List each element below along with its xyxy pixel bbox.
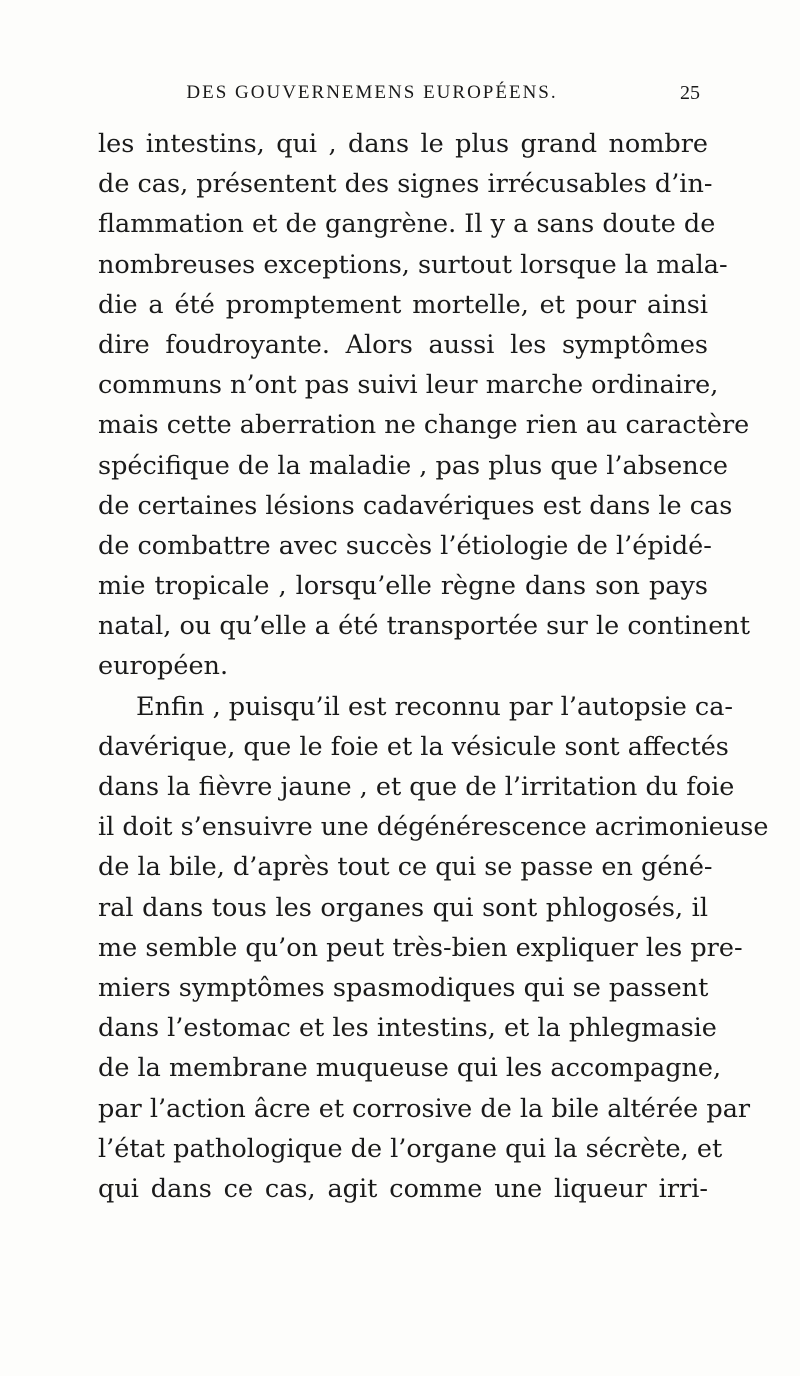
text-line: de combattre avec succès l’étiologie de l’épidé- xyxy=(98,530,712,561)
running-title: DES GOUVERNEMENS EUROPÉENS. xyxy=(186,82,558,103)
text-line: de certaines lésions cadavériques est dans le cas xyxy=(98,490,733,521)
text-line: miers symptômes spasmodiques qui se passent xyxy=(98,972,709,1003)
running-head xyxy=(98,82,700,112)
text-line: de cas, présentent des signes irrécusables d’in- xyxy=(98,169,713,200)
text-line: dans la fièvre jaune , et que de l’irritation du foie xyxy=(98,772,735,802)
text-line: davérique, que le foie et la vésicule sont affectés xyxy=(98,731,729,762)
text-line: mais cette aberration ne change rien au caractère xyxy=(98,410,750,441)
paragraph-end-line: européen. xyxy=(98,651,229,682)
text-line: communs n’ont pas suivi leur marche ordinaire, xyxy=(98,370,719,401)
text-line: de la membrane muqueuse qui les accompagne, xyxy=(98,1053,722,1084)
text-line: ral dans tous les organes qui sont phlogosés, il xyxy=(98,892,708,923)
page-number: 25 xyxy=(680,82,700,104)
text-line: l’état pathologique de l’organe qui la sécrète, et xyxy=(98,1133,723,1164)
text-line: il doit s’ensuivre une dégénérescence acrimonieuse xyxy=(98,812,769,843)
text-line: die a été promptement mortelle, et pour ainsi xyxy=(98,289,708,320)
text-line: de la bile, d’après tout ce qui se passe en géné- xyxy=(98,852,713,883)
text-line: mie tropicale , lorsqu’elle règne dans son pays xyxy=(98,571,708,602)
text-line: spécifique de la maladie , pas plus que l’absence xyxy=(98,450,729,481)
text-line: me semble qu’on peut très-bien expliquer les pre- xyxy=(98,932,743,963)
text-line: par l’action âcre et corrosive de la bile altérée par xyxy=(98,1093,751,1124)
text-line: dire foudroyante. Alors aussi les symptômes xyxy=(98,329,708,360)
text-line: les intestins, qui , dans le plus grand nombre xyxy=(98,129,708,159)
text-line: flammation et de gangrène. Il y a sans doute de xyxy=(98,209,716,240)
body-text xyxy=(98,124,769,1209)
paragraph-start-line: Enfin , puisqu’il est reconnu par l’autopsie ca- xyxy=(136,691,734,722)
text-line: nombreuses exceptions, surtout lorsque la mala- xyxy=(98,249,728,280)
text-line: natal, ou qu’elle a été transportée sur le continent xyxy=(98,611,750,642)
text-line: qui dans ce cas, agit comme une liqueur irri- xyxy=(98,1173,708,1204)
text-line: dans l’estomac et les intestins, et la phlegmasie xyxy=(98,1013,717,1044)
